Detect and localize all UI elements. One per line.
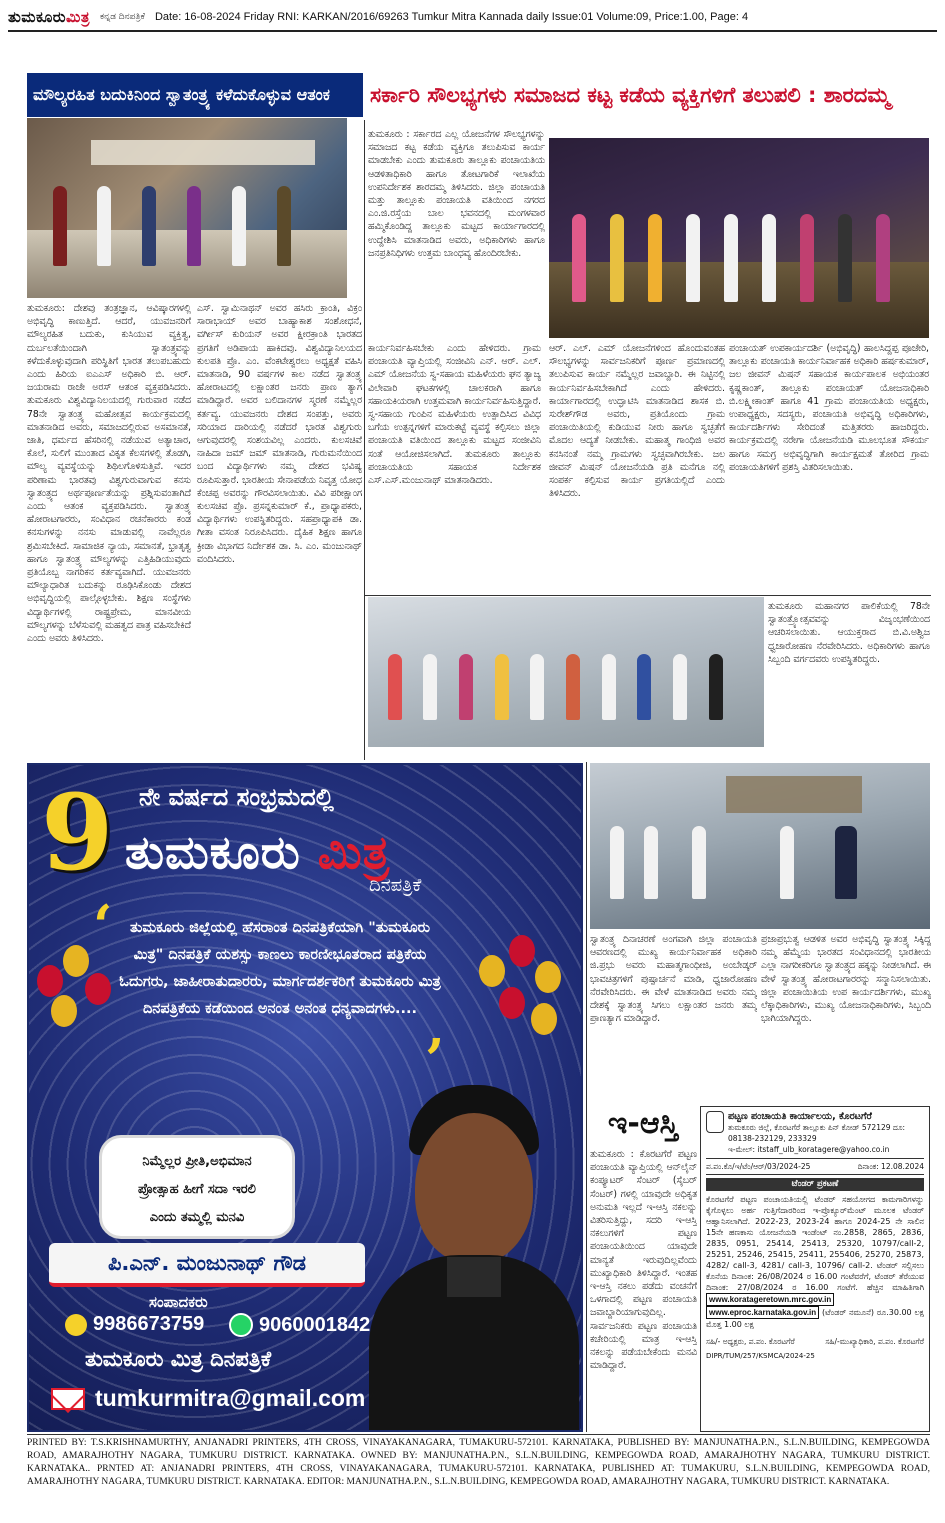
- masthead-logo-a: ತುಮಕೂರು: [8, 8, 67, 26]
- ad-appeal-line: ಪ್ರೋತ್ಸಾಹ ಹೀಗೆ ಸದಾ ಇರಲಿ: [138, 1182, 256, 1197]
- quote-open-icon: ‘: [93, 893, 113, 959]
- imprint-footer: PRINTED BY: T.S.KRISHNAMURTHY, ANJANADRI PRINTERS, 4TH CROSS, VINAYAKANAGARA, TUMAKURU-572101. KARNATAKA, PUBLISHED BY: MANJUNATHA.P.N., S.L.N.BUILDING, KEMPEGOWDA ROAD, AMARAJHOTHY NAGARA, TUMKURU DISTRICT. KARNATAKA. OWNED BY: MANJUNATHA.P.N., S.L.N.BUILDING, KEMPEGOWDA ROAD, AMARAJHOTHY NAGARA, TUMKURU DISTRICT. KARNATAKA.. PRNTED AT: ANJANADRI PRINTERS, 4TH CROSS, VINAYAKANAGARA, TUMAKURU-572101. KARNATAKA, PUBLISHED AT: TUMAKURU, S.L.N.BUILDING, KEMPEGOWDA ROAD, AMARAJHOTHY NAGARA, TUMKURU DISTRICT. KARNATAKA. EDITOR: MANJUNATHA.P.N., S.L.N.BUILDING, KEMPEGOWDA ROAD, AMARAJHOTHY NAGARA, TUMKURU DISTRICT. KARNATAKA.: [27, 1434, 930, 1489]
- masthead-subtitle: ಕನ್ನಡ ದಿನಪತ್ರಿಕೆ: [99, 12, 145, 22]
- photo-workshop-stage: [549, 138, 929, 338]
- headline-right: ಸರ್ಕಾರಿ ಸೌಲಭ್ಯಗಳು ಸಮಾಜದ ಕಟ್ಟ ಕಡೆಯ ವ್ಯಕ್ತಿಗಳಿಗೆ ತಲುಪಲಿ : ಶಾರದಮ್ಮ: [364, 73, 929, 117]
- article-text: ತುಮಕೂರು: ದೇಶವು ತಂತ್ರಜ್ಞಾನ, ಆವಿಷ್ಕಾರಗಳಲ್ಲಿ ಅಭಿವೃದ್ಧಿ ಕಾಣುತ್ತಿದೆ. ಆದರೆ, ಯುವಜನರಿಗೆ ಮೌಲ್ಯರಹಿತ ಬದುಕು, ಕುಸಿಯುವ ವ್ಯಕ್ತಿತ್ವ, ದುರ್ಬಲತೆಯಿಂದಾಗಿ ಸ್ವಾತಂತ್ರ್ಯವನ್ನು ಕಳೆದುಕೊಳ್ಳುವುದಾಗಿ ಪರಿಸ್ಥಿತಿಗೆ ಭಾರತ ತಲುಪಬಹುದು ಎಂದು ಹಿರಿಯ ಐಎಎಸ್ ಅಧಿಕಾರಿ ಬಿ. ಆರ್. ಜಯರಾಮ ರಾಜೇ ಅರಸ್ ಆತಂಕ ವ್ಯಕ್ತಪಡಿಸಿದರು. ತುಮಕೂರು ವಿಶ್ವವಿದ್ಯಾನಿಲಯದಲ್ಲಿ ಗುರುವಾರ ನಡೆದ 78ನೇ ಸ್ವಾತಂತ್ರ್ಯ ಮಹೋತ್ಸವ ಕಾರ್ಯಕ್ರಮದಲ್ಲಿ ಮಾತನಾಡಿದ ಅವರು, ಸಮಾಜದಲ್ಲಿರುವ ಅಸಮಾನತೆ, ಜಾತಿ, ಧರ್ಮದ ಹೆಸರಿನಲ್ಲಿ ನಡೆಯುವ ಅತ್ಯಾಚಾರ, ಕೊಲೆ, ಸುಲಿಗೆ ಮುಂತಾದ ವಿಕೃತ ಕೆಲಸಗಳಲ್ಲಿ ತೊಡಗಿ, ಮೌಲ್ಯ ವ್ಯವಸ್ಥೆಯನ್ನು ಶಿಥಿಲಗೊಳಿಸುತ್ತಿವೆ. ಇದರ ಪರಿಣಾಮ ಭಾರತವು ವಿಶ್ವಗುರುವಾಗುವ ಕನಸು ಸ್ವಾತಂತ್ರ್ಯದ ಅರ್ಥಪೂರ್ಣತೆಯನ್ನು ಪ್ರಶ್ನಿಸುವಂತಾಗಿದೆ ಎಂದು ಆತಂಕ ವ್ಯಕ್ತಪಡಿಸಿದರು. ಸ್ವಾತಂತ್ರ್ಯ ಹೋರಾಟಗಾರರು, ಸಂವಿಧಾನ ರಚನೆಕಾರರು ಕಂಡ ಕನಸುಗಳನ್ನು ನನಸು ಮಾಡುವಲ್ಲಿ ನಾವೆಲ್ಲರೂ ಶ್ರಮಿಸಬೇಕಿದೆ. ಸಾಮಾಜಿಕ ನ್ಯಾಯ, ಸಮಾನತೆ, ಭ್ರಾತೃತ್ವ ಹಾಗೂ ಸ್ವಾತಂತ್ರ್ಯ ಮೌಲ್ಯಗಳನ್ನು ಎತ್ತಿಹಿಡಿಯುವುದು ಪ್ರತಿಯೊಬ್ಬ ನಾಗರಿಕನ ಕರ್ತವ್ಯವಾಗಿದೆ. ಯುವಜನರು ಮೌಲ್ಯಾಧಾರಿತ ಬದುಕನ್ನು ರೂಢಿಸಿಕೊಂಡು ದೇಶದ ಅಭಿವೃದ್ಧಿಯಲ್ಲಿ ಪಾಲ್ಗೊಳ್ಳಬೇಕು. ಶಿಕ್ಷಣ ಸಂಸ್ಥೆಗಳು ವಿದ್ಯಾರ್ಥಿಗಳಲ್ಲಿ ರಾಷ್ಟ್ರಪ್ರೇಮ, ಮಾನವೀಯ ಮೌಲ್ಯಗಳನ್ನು ಬೆಳೆಸುವಲ್ಲಿ ಮಹತ್ವದ ಪಾತ್ರ ವಹಿಸಬೇಕಿದೆ ಎಂದು ಅವರು ತಿಳಿಸಿದರು.: [27, 303, 191, 645]
- article-text: ಆರ್. ಎಲ್. ಎಮ್ ಯೋಜನೆಗಳಿಂದ ಹೊಂದುವಂತಹ ಸೌಲಭ್ಯಗಳನ್ನು ಸಾರ್ವಜನಿಕರಿಗೆ ಪೂರ್ಣ ಪ್ರಮಾಣದಲ್ಲಿ ತಲುಪಿಸುವ ಕಾರ್ಯ ನಮ್ಮೆಲ್ಲರ ಜವಾಬ್ದಾರಿ. ಈ ನಿಟ್ಟಿನಲ್ಲಿ ಕಾರ್ಯನಿರ್ವಹಿಸಬೇಕಾಗಿದೆ ಎಂದು ಹೇಳಿದರು. ಕಾರ್ಯಾಗಾರದಲ್ಲಿ ಉದ್ಘಾಟಿಸಿ ಮಾತನಾಡಿದ ಶಾಸಕ ಬಿ. ಸುರೇಶ್‌ಗೌಡ ಅವರು, ಪ್ರತಿಯೊಂದು ಗ್ರಾಮ ಪಂಚಾಯಿತಿಯಲ್ಲಿ ಕುಡಿಯುವ ನೀರು ಹಾಗೂ ಸ್ವಚ್ಛತೆಗೆ ಮೊದಲ ಆದ್ಯತೆ ನೀಡಬೇಕು. ಮಹಾತ್ಮ ಗಾಂಧಿಜಿ ಅವರ ಕನಸಿನಂತೆ ನಮ್ಮ ಗ್ರಾಮಗಳು ಸ್ವಚ್ಛವಾಗಿರಬೇಕು. ಜಲ ಜೀವನ್ ಮಿಷನ್ ಯೋಜನೆಯಡಿ ಪ್ರತಿ ಮನೆಗೂ ನಲ್ಲಿ ಸಂಪರ್ಕ ಕಲ್ಪಿಸುವ ಕಾರ್ಯ ಪ್ರಗತಿಯಲ್ಲಿದೆ ಎಂದು ತಿಳಿಸಿದರು.: [549, 343, 725, 500]
- photo-caption-corporation: [768, 600, 930, 748]
- article-right-col-3: [549, 342, 725, 594]
- ad-subtitle: ದಿನಪತ್ರಿಕೆ: [369, 875, 422, 896]
- column-rule: [364, 120, 365, 760]
- article-text: ತುಮಕೂರು : ಕೊರಟಗೆರೆ ಪಟ್ಟಣ ಪಂಚಾಯತಿ ವ್ಯಾಪ್ತಿಯಲ್ಲಿ ಆನ್‌ಲೈನ್ ಕಂಪ್ಯೂಟರ್ ಸೆಂಟರ್ (ಸೈಬರ್ ಸೆಂಟರ್) ಗಳಲ್ಲಿ ಯಾವುದೇ ಅಧಿಕೃತ ಅನುಮತಿ ಇಲ್ಲದೆ ಇ-ಆಸ್ತಿ ನಕಲನ್ನು ವಿತರಿಸುತ್ತಿದ್ದು, ಸದರಿ ಇ-ಆಸ್ತಿ ನಕಲುಗಳಿಗೆ ಪಟ್ಟಣ ಪಂಚಾಯತಿಯಿಂದ ಯಾವುದೇ ಮಾನ್ಯತೆ ಇರುವುದಿಲ್ಲವೆಂದು ಮುಖ್ಯಾಧಿಕಾರಿ ತಿಳಿಸಿದ್ದಾರೆ. ಇಂತಹ ಇ-ಆಸ್ತಿ ನಕಲು ಪಡೆದು ವಂಚನೆಗೆ ಒಳಗಾದಲ್ಲಿ ಪಟ್ಟಣ ಪಂಚಾಯತಿ ಜವಾಬ್ದಾರಿಯಾಗುವುದಿಲ್ಲ. ಸಾರ್ವಜನಿಕರು ಪಟ್ಟಣ ಪಂಚಾಯತಿ ಕಚೇರಿಯಲ್ಲಿ ಮಾತ್ರ ಇ-ಆಸ್ತಿ ನಕಲನ್ನು ಪಡೆಯಬೇಕೆಂದು ಮನವಿ ಮಾಡಿದ್ದಾರೆ.: [590, 1149, 697, 1372]
- photo-university-event: [27, 118, 347, 298]
- notice-url-town[interactable]: www.koratageretown.mrc.gov.in: [706, 1293, 834, 1306]
- phone-number-text: 9986673759: [93, 1313, 205, 1335]
- ad-email: [51, 1385, 365, 1412]
- notice-tag: ಟೆಂಡರ್ ಪ್ರಕಟಣೆ: [706, 1178, 924, 1191]
- tender-notice: [700, 1106, 930, 1432]
- masthead-logo-b: ಮಿತ್ರ: [66, 8, 90, 26]
- ad-thanks-message: ತುಮಕೂರು ಜಿಲ್ಲೆಯಲ್ಲಿ ಹೆಸರಾಂತ ದಿನಪತ್ರಿಕೆಯಾಗಿ "ತುಮಕೂರು ಮಿತ್ರ" ದಿನಪತ್ರಿಕೆ ಯಶಸ್ಸು ಕಾಣಲು ಕಾರಣೀಭೂತರಾದ ಪತ್ರಿಕೆಯ ಓದುಗರು, ಜಾಹೀರಾತುದಾರರು, ಮಾರ್ಗದರ್ಶಕರಿಗೆ ತುಮಕೂರು ಮಿತ್ರ ದಿನಪತ್ರಿಕೆಯ ಕಡೆಯಿಂದ ಅನಂತ ಅನಂತ ಧನ್ಯವಾದಗಳು....: [119, 920, 441, 1017]
- article-text: ಪ್ರಜಾಪ್ರಭುತ್ವ ಆಡಳಿತ ಅವರ ಅಭಿವೃದ್ಧಿ ಸ್ವಾತಂತ್ರ್ಯ ಸಿಕ್ಕಿದ್ದ ನಮ್ಮ ಹೆಮ್ಮೆಯ ಭಾರತದ ಸಂವಿಧಾನದಲ್ಲಿ ಭಾರತೀಯ ಎಲ್ಲಾ ನಾಗರೀಕರಿಗೂ ಸ್ವಾತಂತ್ರ್ಯದ ಹಕ್ಕನ್ನು ನೀಡಲಾಗಿದೆ. ಈ ವೇಳೆ ಸ್ವಾತಂತ್ರ್ಯ ಹೋರಾಟಗಾರರನ್ನು ಸನ್ಮಾನಿಸಲಾಯಿತು. ಜಿಲ್ಲಾ ಪಂಚಾಯಿತಿಯ ಉಪ ಕಾರ್ಯದರ್ಶಿಗಳು, ಮುಖ್ಯ ಲೆಕ್ಕಾಧಿಕಾರಿಗಳು, ಮುಖ್ಯ ಯೋಜನಾಧಿಕಾರಿಗಳು, ಸಿಬ್ಬಂದಿ ಭಾಗಿಯಾಗಿದ್ದರು.: [761, 934, 931, 1025]
- notice-email: ಇ-ಮೇಲ್: itstaff_ulb_koratagere@yahoo.co.in: [728, 1145, 890, 1154]
- editor-portrait: [369, 1065, 579, 1432]
- notice-url-eproc[interactable]: www.eproc.karnataka.gov.in: [706, 1306, 819, 1319]
- article-zp-col-2: [761, 933, 931, 1101]
- masthead-logo: [8, 8, 90, 26]
- notice-ref: ಪ.ಪಂ.ಕೊ/ಇ/ಟೆಂ/ಆರ್/03/2024-25: [706, 1162, 811, 1171]
- notice-body-text: ಕೊರಟಗೆರೆ ಪಟ್ಟಣ ಪಂಚಾಯತಿಯಲ್ಲಿ ಟೆಂಡರ್ ಸಹಯೋಗದ ಕಾಮಗಾರಿಗಳನ್ನು ಕೈಗೊಳ್ಳಲು ಅರ್ಹ ಗುತ್ತಿಗೆದಾರರಿಂದ ಇ-ಪ್ರೊಕ್ಯೂರ್‌ಮೆಂಟ್ ಮೂಲಕ ಟೆಂಡರ್ ಆಹ್ವಾನಿಸಲಾಗಿದೆ. 2022-23, 2023-24 ಹಾಗೂ 2024-25 ನೇ ಸಾಲಿನ 15ನೇ ಹಣಕಾಸು ಯೋಜನೆಯಡಿ ಇಂಡೆಂಟ್ ನಂ.2858, 2865, 2836, 2835, 0951, 25414, 25413, 25320, 10797/call-2, 25251, 25246, 25415, 25411, 255406, 25270, 25873, 4282/ call-3, 4281/ call-3, 10796/ call-2. ಟೆಂಡರ್ ಸಲ್ಲಿಸಲು ಕೊನೆಯ ದಿನಾಂಕ: 26/08/2024 ರ 16.00 ಗಂಟೆವರೆಗೆ, ಟೆಂಡರ್ ತೆರೆಯುವ ದಿನಾಂಕ: 27/08/2024 ರ 16.00 ಗಂಟೆಗೆ. ಹೆಚ್ಚಿನ ಮಾಹಿತಿಗಾಗಿ: [706, 1195, 924, 1292]
- phone-number-1: [65, 1313, 204, 1336]
- ad-appeal-line: ಎಂದು ತಮ್ಮಲ್ಲಿ ಮನವಿ: [149, 1210, 245, 1225]
- phone-icon: [65, 1314, 87, 1336]
- mail-icon: [51, 1388, 85, 1410]
- headline-left: ಮೌಲ್ಯರಹಿತ ಬದುಕಿನಿಂದ ಸ್ವಾತಂತ್ರ್ಯ ಕಳೆದುಕೊಳ್ಳುವ ಆತಂಕ: [27, 73, 363, 117]
- article-left-col-1: [27, 302, 191, 760]
- quote-close-icon: ’: [425, 1027, 445, 1093]
- section-rule: [365, 595, 931, 596]
- article-easti-text: [590, 1148, 697, 1430]
- article-text: ಎಸ್. ಸ್ವಾಮಿನಾಥನ್ ಅವರ ಹಸಿರು ಕ್ರಾಂತಿ, ವಿಕ್ರಂ ಸಾರಾಭಾಯ್ ಅವರ ಬಾಹ್ಯಾಕಾಶ ಸಂಶೋಧನೆ, ವರ್ಗೀಸ್ ಕುರಿಯನ್ ಅವರ ಕ್ಷೀರಕ್ರಾಂತಿ ಭಾರತದ ಪ್ರಗತಿಗೆ ಅಡಿಪಾಯ ಹಾಕಿದವು. ವಿಶ್ವವಿದ್ಯಾನಿಲಯದ ಕುಲಪತಿ ಪ್ರೊ. ಎಂ. ವೆಂಕಟೇಶ್ವರಲು ಅಧ್ಯಕ್ಷತೆ ವಹಿಸಿ ಮಾತನಾಡಿ, 90 ವರ್ಷಗಳ ಕಾಲ ನಡೆದ ಸ್ವಾತಂತ್ರ್ಯ ಹೋರಾಟದಲ್ಲಿ ಲಕ್ಷಾಂತರ ಜನರು ಪ್ರಾಣ ತ್ಯಾಗ ಮಾಡಿದ್ದಾರೆ. ಅವರ ಬಲಿದಾನಗಳ ಸ್ಮರಣೆ ನಮ್ಮೆಲ್ಲರ ಕರ್ತವ್ಯ. ಯುವಜನರು ದೇಶದ ಸಂಪತ್ತು, ಅವರು ಸರಿಯಾದ ದಾರಿಯಲ್ಲಿ ನಡೆದರೆ ಭಾರತ ವಿಶ್ವಗುರು ಆಗುವುದರಲ್ಲಿ ಸಂಶಯವಿಲ್ಲ ಎಂದರು. ಕುಲಸಚಿವೆ ನಾಹಿದಾ ಜಮ್ ಜಮ್ ಮಾತನಾಡಿ, ಗುರುಮನೆಯಿಂದ ಬಂದ ವಿದ್ಯಾರ್ಥಿಗಳು ನಮ್ಮ ದೇಶದ ಭವಿಷ್ಯ ರೂಪಿಸುತ್ತಾರೆ. ಭಾರತೀಯ ಸೇನಾಪಡೆಯ ನಿವೃತ್ತ ಯೋಧ ಕೆಂಚಪ್ಪ ಅವರನ್ನು ಗೌರವಿಸಲಾಯಿತು. ವಿವಿ ಪರೀಕ್ಷಾಂಗ ಕುಲಸಚಿವ ಪ್ರೊ. ಪ್ರಸನ್ನಕುಮಾರ್ ಕೆ., ಪ್ರಾಧ್ಯಾಪಕರು, ವಿದ್ಯಾರ್ಥಿಗಳು ಉಪಸ್ಥಿತರಿದ್ದರು. ಸಹಪ್ರಾಧ್ಯಾಪಕಿ ಡಾ. ಗೀತಾ ವಸಂತ ನಿರೂಪಿಸಿದರು. ದೈಹಿಕ ಶಿಕ್ಷಣ ಹಾಗೂ ಕ್ರೀಡಾ ವಿಭಾಗದ ನಿರ್ದೇಶಕ ಡಾ. ಸಿ. ಎಂ. ಮಂಜುನಾಥ್ ವಂದಿಸಿದರು.: [197, 303, 362, 565]
- anniversary-advertisement: [27, 763, 583, 1432]
- whatsapp-icon: [229, 1313, 253, 1337]
- masthead-meta: Date: 16-08-2024 Friday RNI: KARKAN/2016/69263 Tumkur Mitra Kannada daily Issue:01 Volume:09, Price:1.00, Page: 4: [154, 11, 749, 23]
- article-text: ತುಮಕೂರು : ಸರ್ಕಾರದ ಎಲ್ಲ ಯೋಜನೆಗಳ ಸೌಲಭ್ಯಗಳನ್ನು ಸಮಾಜದ ಕಟ್ಟ ಕಡೆಯ ವ್ಯಕ್ತಿಗೂ ತಲುಪಿಸುವ ಕಾರ್ಯ ಮಾಡಬೇಕು ಎಂದು ತುಮಕೂರು ತಾಲ್ಲೂಕು ಪಂಚಾಯತಿಯ ಆಡಳಿತಾಧಿಕಾರಿ ಹಾಗೂ ತೋಟಗಾರಿಕೆ ಇಲಾಖೆಯ ಉಪನಿರ್ದೇಶಕ ಶಾರದಮ್ಮ ತಿಳಿಸಿದರು. ಜಿಲ್ಲಾ ಪಂಚಾಯತಿ ಮತ್ತು ತಾಲ್ಲೂಕು ಪಂಚಾಯತಿ ವತಿಯಿಂದ ನಗರದ ಎಂ.ಜಿ.ರಸ್ತೆಯ ಬಾಲ ಭವನದಲ್ಲಿ ಮಂಗಳವಾರ ಹಮ್ಮಿಕೊಂಡಿದ್ದ ತಾಲ್ಲೂಕು ಮಟ್ಟದ ಕಾರ್ಯಾಗಾರದಲ್ಲಿ ಉದ್ದೇಶಿಸಿ ಮಾತನಾಡಿದ ಅವರು, ಅಧಿಕಾರಿಗಳು ಹಾಗೂ ಜನಪ್ರತಿನಿಧಿಗಳು ಉತ್ತಮ ಬಾಂಧವ್ಯ ಹೊಂದಿರಬೇಕು.: [368, 129, 545, 259]
- ad-title-a: ತುಮಕೂರು: [125, 825, 301, 879]
- masthead: [8, 4, 937, 32]
- ad-appeal-box: [99, 1135, 295, 1239]
- phone-number-text: 9060001842: [259, 1313, 371, 1336]
- ad-title-b: ಮಿತ್ರ: [317, 825, 391, 879]
- notice-body-text-2: (ಟೆಂಡರ್ ನಮೂನೆ) ರೂ.30.00 ಲಕ್ಷ ಮೊತ್ತ 1.00 ಲಕ್ಷ: [706, 1308, 925, 1329]
- article-text: ಪಂಚಾಯತ್ ಉಪಕಾರ್ಯದರ್ಶಿ (ಅಭಿವೃದ್ಧಿ) ಹಾಲಸಿದ್ದಪ್ಪ ಪೂಜೇರಿ, ತಾಲ್ಲೂಕು ಪಂಚಾಯತಿ ಕಾರ್ಯನಿರ್ವಾಹಕ ಅಧಿಕಾರಿ ಹರ್ಷಕುಮಾರ್, ಜಲ ಜೀವನ್ ಮಿಷನ್ ಸಹಾಯಕ ಕಾರ್ಯಪಾಲಕ ಅಭಿಯಂತರ ಕೃಷ್ಣಕಾಂತ್, ತಾಲ್ಲೂಕು ಪಂಚಾಯತ್ ಯೋಜನಾಧಿಕಾರಿ ಬಿ.ಲಕ್ಷ್ಮೀಕಾಂತ್ ಹಾಗೂ 41 ಗ್ರಾಮ ಪಂಚಾಯತಿಯ ಅಧ್ಯಕ್ಷರು, ಉಪಾಧ್ಯಕ್ಷರು, ಸದಸ್ಯರು, ಪಂಚಾಯತಿ ಅಭಿವೃದ್ಧಿ ಅಧಿಕಾರಿಗಳು, ಕಾರ್ಯದರ್ಶಿಗಳು ಸೇರಿದಂತೆ ಮತ್ತಿತರರು ಹಾಜರಿದ್ದರು. ಕಾರ್ಯಕ್ರಮದಲ್ಲಿ ನರೇಗಾ ಯೋಜನೆಯಡಿ ಮೂಲಭೂತ ಸೌಕರ್ಯ ಹಾಗೂ ಸಮಗ್ರ ಅಭಿವೃದ್ಧಿಗಾಗಿ ಕಾರ್ಯಕ್ಷಮತೆ ತೋರಿದ ಗ್ರಾಮ ಪಂಚಾಯತಿಗಳಿಗೆ ಪ್ರಶಸ್ತಿ ವಿತರಿಸಲಾಯಿತು.: [729, 343, 929, 473]
- photo-flag-salute: [368, 597, 764, 747]
- phone-number-2: [229, 1313, 370, 1337]
- easti-heading: ಇ-ಆಸ್ತಿ: [607, 1106, 679, 1141]
- ad-paper-name: ತುಮಕೂರು ಮಿತ್ರ ದಿನಪತ್ರಿಕೆ: [85, 1347, 272, 1371]
- email-text: tumkurmitra@gmail.com: [95, 1385, 366, 1411]
- notice-office: ಪಟ್ಟಣ ಪಂಚಾಯತಿ ಕಾರ್ಯಾಲಯ, ಕೊರಟಗೆರೆ: [728, 1111, 872, 1122]
- article-right-col-1: [368, 128, 545, 338]
- notice-body: [706, 1194, 924, 1330]
- ad-paper-title: [125, 825, 390, 881]
- photo-zp-speech: [590, 763, 930, 929]
- editor-role: ಸಂಪಾದಕರು: [149, 1293, 208, 1311]
- article-text: ಸ್ವಾತಂತ್ರ್ಯ ದಿನಾಚರಣೆ ಅಂಗವಾಗಿ ಜಿಲ್ಲಾ ಪಂಚಾಯತಿ ಆವರಣದಲ್ಲಿ ಮುಖ್ಯ ಕಾರ್ಯನಿರ್ವಾಹಕ ಅಧಿಕಾರಿ ಜಿ.ಪ್ರಭು ಅವರು ಮಹಾತ್ಮಗಾಂಧೀಜಿ, ಅಂಬೇಡ್ಕರ್ ಭಾವಚಿತ್ರಗಳಿಗೆ ಪುಷ್ಪಾರ್ಚನೆ ಮಾಡಿ, ಧ್ವಜಾರೋಹಣ ನೆರವೇರಿಸಿದರು. ಈ ವೇಳೆ ಮಾತನಾಡಿದ ಅವರು ನಮ್ಮ ದೇಶಕ್ಕೆ ಸ್ವಾತಂತ್ರ್ಯ ಸಿಗಲು ಲಕ್ಷಾಂತರ ಜನರು ತಮ್ಮ ಪ್ರಾಣತ್ಯಾಗ ಮಾಡಿದ್ದಾರೆ.: [590, 934, 757, 1025]
- caption-text: ತುಮಕೂರು ಮಹಾನಗರ ಪಾಲಿಕೆಯಲ್ಲಿ 78ನೇ ಸ್ವಾತಂತ್ರ್ಯೋತ್ಸವವನ್ನು ವಿಜೃಂಭಣೆಯಿಂದ ಆಚರಿಸಲಾಯಿತು. ಆಯುಕ್ತರಾದ ಬಿ.ವಿ.ಅಶ್ವಿಜ ಧ್ವಜಾರೋಹಣ ನೆರವೇರಿಸಿದರು. ಅಧಿಕಾರಿಗಳು ಹಾಗೂ ಸಿಬ್ಬಂದಿ ವರ್ಗದವರು ಉಪಸ್ಥಿತರಿದ್ದರು.: [768, 601, 930, 665]
- article-zp-col-1: [590, 933, 757, 1101]
- editor-name: ಪಿ.ಎನ್. ಮಂಜುನಾಥ್ ಗೌಡ: [49, 1243, 365, 1287]
- article-right-col-4: [729, 342, 929, 594]
- ad-appeal-line: ನಿಮ್ಮೆಲ್ಲರ ಪ್ರೀತಿ,ಅಭಿಮಾನ: [142, 1154, 252, 1169]
- ad-headline: ನೇ ವರ್ಷದ ಸಂಭ್ರಮದಲ್ಲಿ: [139, 783, 334, 811]
- notice-sign-right: ಸಹಿ/-ಮುಖ್ಯಾಧಿಕಾರಿ, ಪ.ಪಂ. ಕೊರಟಗೆರೆ: [825, 1337, 924, 1346]
- ad-year-number: 9: [41, 771, 114, 894]
- notice-code: DIPR/TUM/257/KSMCA/2024-25: [706, 1352, 815, 1360]
- notice-date: ದಿನಾಂಕ: 12.08.2024: [857, 1162, 924, 1171]
- notice-district: ತುಮಕೂರು ಜಿಲ್ಲೆ, ಕೊರಟಗೆರೆ ತಾಲ್ಲೂಕು ಪಿನ್ ಕೋಡ್ 572129 ದೂ: 08138-232129, 233329: [728, 1123, 906, 1143]
- article-left-col-2: [197, 302, 362, 760]
- notice-sign-left: ಸಹಿ/- ಅಧ್ಯಕ್ಷರು, ಪ.ಪಂ. ಕೊರಟಗೆರೆ: [706, 1337, 795, 1346]
- article-right-col-2: [368, 342, 541, 594]
- emblem-icon: [706, 1111, 724, 1133]
- column-rule: [586, 762, 587, 1432]
- article-text: ಕಾರ್ಯನಿರ್ವಹಿಸಬೇಕು ಎಂದು ಹೇಳಿದರು. ಗ್ರಾಮ ಪಂಚಾಯತಿ ವ್ಯಾಪ್ತಿಯಲ್ಲಿ ಸಂಜೀವಿನಿ ಎನ್. ಆರ್. ಎಲ್. ಎಮ್ ಯೋಜನೆಯ ಸ್ವ-ಸಹಾಯ ಮಹಿಳೆಯರು ಘನ ತ್ಯಾಜ್ಯ ವಿಲೇವಾರಿ ಘಟಕಗಳಲ್ಲಿ ಚಾಲಕರಾಗಿ ಹಾಗೂ ಸಹಾಯಕಿಯರಾಗಿ ಉತ್ತಮವಾಗಿ ಕಾರ್ಯನಿರ್ವಹಿಸುತ್ತಿದ್ದಾರೆ. ಸ್ವ-ಸಹಾಯ ಗುಂಪಿನ ಮಹಿಳೆಯರು ಉತ್ಪಾದಿಸಿದ ವಿವಿಧ ಬಗೆಯ ಉತ್ಪನ್ನಗಳಿಗೆ ಮಾರುಕಟ್ಟೆ ವ್ಯವಸ್ಥೆ ಕಲ್ಪಿಸಲು ಜಿಲ್ಲಾ ಪಂಚಾಯತಿ ವತಿಯಿಂದ ತಾಲ್ಲೂಕು ಮಟ್ಟದ ಸಂಜೀವಿನಿ ಸಂತೆ ಆಯೋಜಿಸಲಾಗಿದೆ. ತುಮಕೂರು ತಾಲ್ಲೂಕು ಪಂಚಾಯತಿಯ ಸಹಾಯಕ ನಿರ್ದೇಶಕ ಎಸ್.ಎಸ್.ಮಂಜುನಾಥ್ ಮಾತನಾಡಿದರು.: [368, 343, 541, 487]
